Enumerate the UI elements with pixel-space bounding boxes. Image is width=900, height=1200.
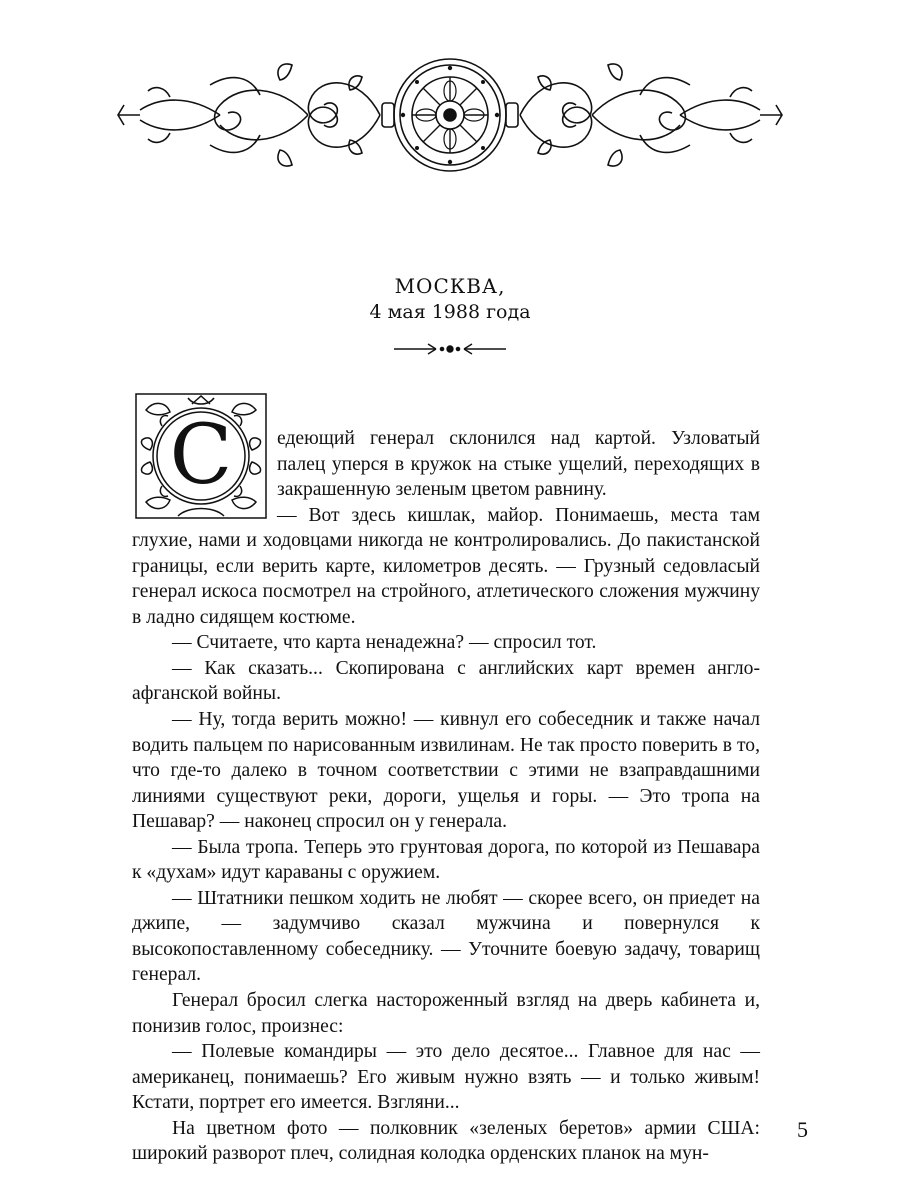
paragraph-8: Генерал бросил слегка настороженный взгляд на дверь кабинета и, понизив голос, произнес: (132, 990, 760, 1037)
ornamental-headpiece (110, 55, 790, 175)
paragraph-5: — Ну, тогда верить можно! — кивнул его собеседник и также начал водить пальцем по нарисованным извилинам. Не так просто поверить в то, что где-то далеко в точном соответствии с этими не взаправдашними линиями существуют реки, дороги, ущелья и горы. — Это тропа на Пешавар? — наконец спросил он у генерала. (132, 709, 760, 833)
paragraph-9: — Полевые командиры — это дело десятое... Главное для нас — американец, понимаешь? Его живым нужно взять — и только живым! Кстати, портрет его имеется. Взгляни... (132, 1041, 760, 1114)
section-divider-ornament (392, 340, 508, 358)
paragraph-2: — Вот здесь кишлак, майор. Понимаешь, места там глухие, нами и ходовцами никогда не контролировались. До пакистанской границы, если верить карте, километров десять. — Грузный седовласый генерал искоса посмотрел на стройного, атлетического сложения мужчину в ладно сидящем костюме. (132, 504, 760, 628)
body-text (132, 426, 760, 1167)
chapter-heading (0, 274, 900, 324)
paragraph-4: — Как сказать... Скопирована с английских карт времен англо-афганской войны. (132, 657, 760, 705)
heading-city: МОСКВА, (394, 274, 506, 298)
paragraph-10: На цветном фото — полковник «зеленых беретов» армии США: широкий разворот плеч, солидная колодка орденских планок на мун- (132, 1117, 760, 1165)
page-number: 5 (797, 1117, 808, 1142)
paragraph-3: — Считаете, что карта ненадежна? — спросил тот. (172, 632, 597, 654)
paragraph-1: едеющий генерал склонился над картой. Узловатый палец уперся в кружок на стыке ущелий, переходящих в закрашенную зеленым цветом равнину. (277, 428, 760, 501)
drop-cap-letter: С (169, 408, 233, 503)
heading-date: 4 мая 1988 года (369, 301, 531, 323)
paragraph-6: — Была тропа. Теперь это грунтовая дорога, по которой из Пешавара к «духам» идут караваны с оружием. (132, 836, 760, 884)
paragraph-7: — Штатники пешком ходить не любят — скорее всего, он приедет на джипе, — задумчиво сказал мужчина и повернулся к высокопоставленному собеседнику. — Уточните боевую задачу, товарищ генерал. (132, 887, 760, 986)
